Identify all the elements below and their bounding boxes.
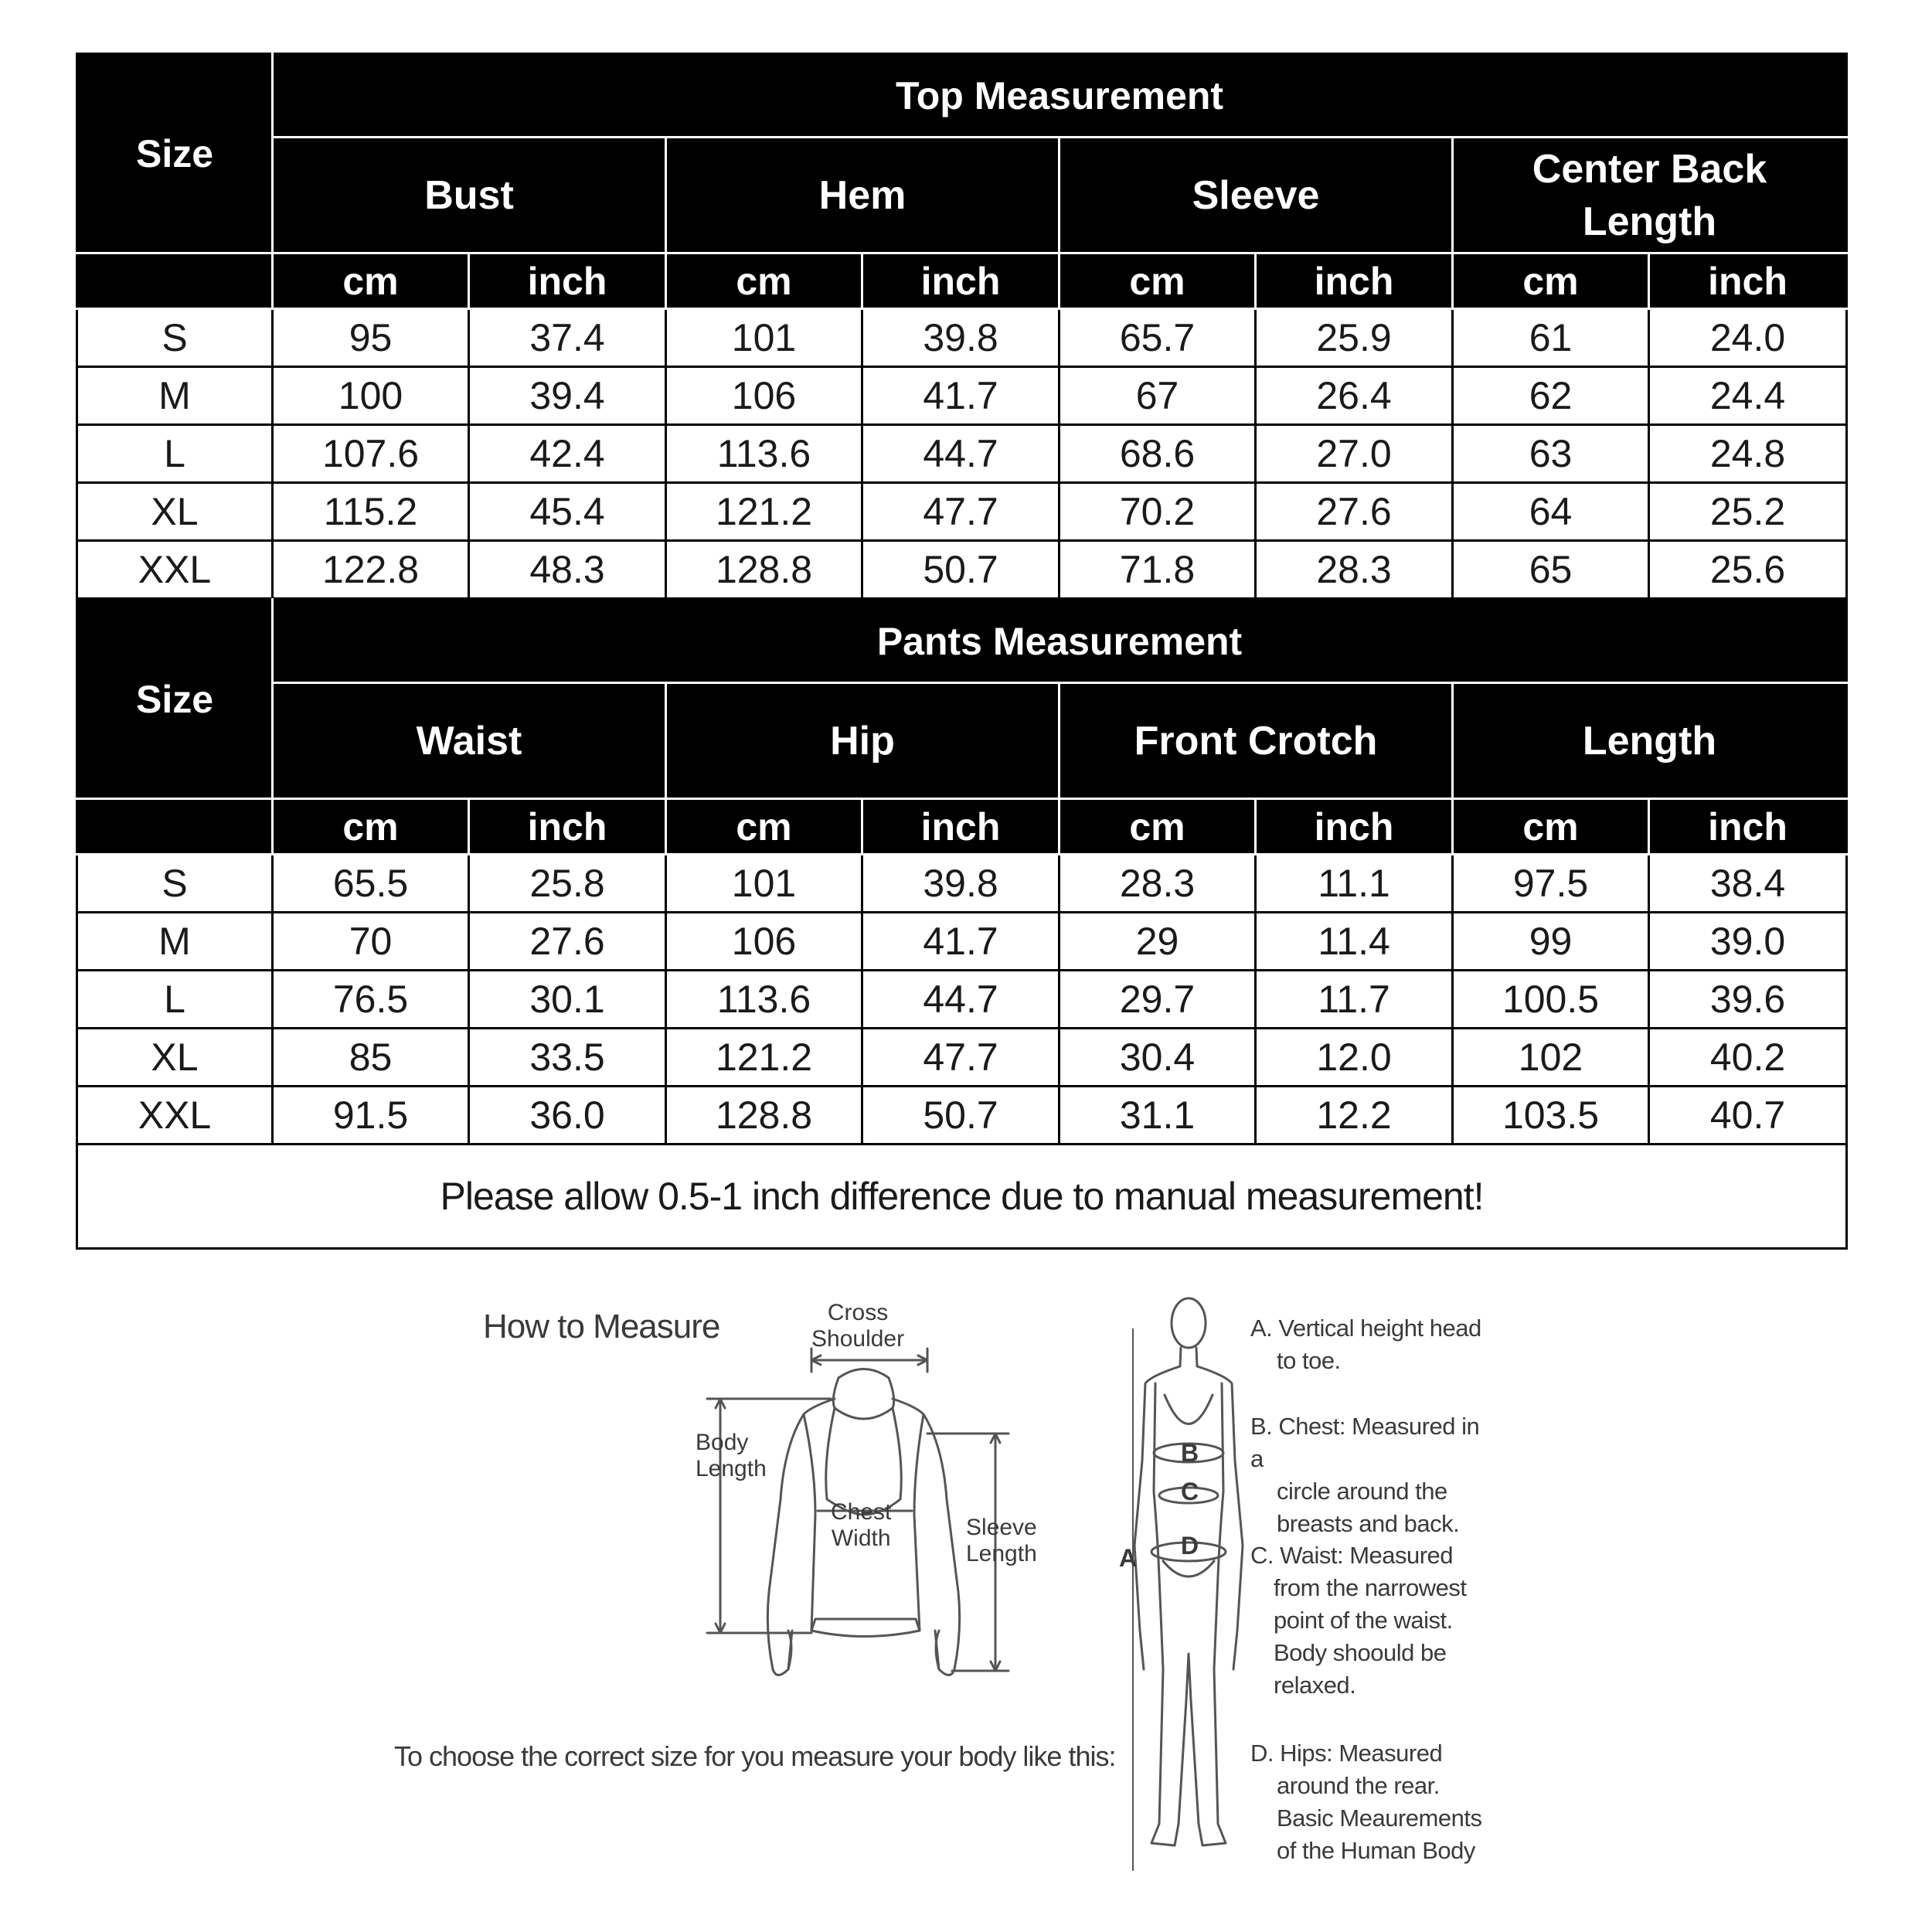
note-hips: D. Hips: Measured around the rear. Basic Meaurements of the Human Body [1250, 1740, 1482, 1864]
waist-header: Waist [273, 683, 666, 799]
unit-cm: cm [1453, 253, 1649, 309]
note-chest: B. Chest: Measured in a circle around the breasts and back. [1250, 1413, 1480, 1537]
size-header: Size [77, 54, 273, 253]
value-cell: 29.7 [1060, 971, 1256, 1029]
value-cell: 33.5 [469, 1029, 666, 1087]
table-row [77, 425, 1847, 483]
value-cell: 12.0 [1256, 1029, 1453, 1087]
value-cell: 63 [1453, 425, 1649, 483]
human-figure-illustration [1133, 1298, 1243, 1870]
length-header: Length [1453, 683, 1847, 799]
value-cell: 128.8 [666, 541, 862, 599]
center-back-length-header: Center Back Length [1453, 138, 1847, 253]
table-row [77, 541, 1847, 599]
value-cell: 71.8 [1060, 541, 1256, 599]
value-cell: 25.2 [1649, 483, 1847, 541]
unit-inch: inch [469, 253, 666, 309]
unit-inch: inch [862, 799, 1060, 855]
value-cell: 38.4 [1649, 855, 1847, 913]
value-cell: 48.3 [469, 541, 666, 599]
value-cell: 101 [666, 855, 862, 913]
size-cell: L [77, 425, 273, 483]
figure-label-d: D [1181, 1532, 1199, 1560]
size-cell: XL [77, 1029, 273, 1087]
value-cell: 115.2 [273, 483, 469, 541]
value-cell: 121.2 [666, 1029, 862, 1087]
value-cell: 28.3 [1256, 541, 1453, 599]
hip-header: Hip [666, 683, 1060, 799]
value-cell: 24.0 [1649, 309, 1847, 367]
value-cell: 50.7 [862, 1087, 1060, 1145]
value-cell: 41.7 [862, 367, 1060, 425]
size-cell: M [77, 913, 273, 971]
sleeve-length-label: Sleeve Length [966, 1515, 1037, 1566]
value-cell: 95 [273, 309, 469, 367]
body-length-label: Body Length [696, 1430, 767, 1481]
table-row [77, 367, 1847, 425]
size-cell: S [77, 855, 273, 913]
value-cell: 11.1 [1256, 855, 1453, 913]
cross-shoulder-label: Cross Shoulder [811, 1300, 905, 1352]
size-header-spacer [77, 253, 273, 309]
unit-inch: inch [1649, 253, 1847, 309]
value-cell: 68.6 [1060, 425, 1256, 483]
value-cell: 101 [666, 309, 862, 367]
value-cell: 85 [273, 1029, 469, 1087]
table-row [77, 483, 1847, 541]
value-cell: 39.6 [1649, 971, 1847, 1029]
table-row [77, 913, 1847, 971]
how-to-measure-section [0, 1267, 1932, 1932]
value-cell: 44.7 [862, 425, 1060, 483]
pants-measurement-title: Pants Measurement [273, 600, 1847, 683]
table-row [77, 971, 1847, 1029]
unit-cm: cm [273, 799, 469, 855]
value-cell: 47.7 [862, 1029, 1060, 1087]
value-cell: 24.4 [1649, 367, 1847, 425]
unit-cm: cm [1453, 799, 1649, 855]
size-cell: S [77, 309, 273, 367]
value-cell: 106 [666, 913, 862, 971]
value-cell: 36.0 [469, 1087, 666, 1145]
value-cell: 39.0 [1649, 913, 1847, 971]
size-cell: L [77, 971, 273, 1029]
size-cell: XL [77, 483, 273, 541]
how-to-measure-title: How to Measure [483, 1308, 720, 1345]
size-cell: XXL [77, 1087, 273, 1145]
value-cell: 64 [1453, 483, 1649, 541]
pants-measurement-table [76, 598, 1848, 1250]
value-cell: 40.7 [1649, 1087, 1847, 1145]
value-cell: 37.4 [469, 309, 666, 367]
measurement-diagrams [0, 1267, 1932, 1932]
value-cell: 70.2 [1060, 483, 1256, 541]
value-cell: 47.7 [862, 483, 1060, 541]
size-cell: XXL [77, 541, 273, 599]
value-cell: 42.4 [469, 425, 666, 483]
size-header: Size [77, 600, 273, 799]
value-cell: 25.9 [1256, 309, 1453, 367]
unit-inch: inch [1256, 799, 1453, 855]
value-cell: 39.8 [862, 855, 1060, 913]
value-cell: 113.6 [666, 971, 862, 1029]
value-cell: 25.8 [469, 855, 666, 913]
unit-inch: inch [1649, 799, 1847, 855]
unit-cm: cm [273, 253, 469, 309]
value-cell: 107.6 [273, 425, 469, 483]
value-cell: 24.8 [1649, 425, 1847, 483]
note-height: A. Vertical height head to toe. [1250, 1315, 1481, 1374]
size-cell: M [77, 367, 273, 425]
hem-header: Hem [666, 138, 1060, 253]
value-cell: 65.5 [273, 855, 469, 913]
top-measurement-title: Top Measurement [273, 54, 1847, 138]
bust-header: Bust [273, 138, 666, 253]
table-row [77, 1029, 1847, 1087]
front-crotch-header: Front Crotch [1060, 683, 1453, 799]
value-cell: 11.4 [1256, 913, 1453, 971]
value-cell: 41.7 [862, 913, 1060, 971]
unit-inch: inch [862, 253, 1060, 309]
value-cell: 30.4 [1060, 1029, 1256, 1087]
value-cell: 128.8 [666, 1087, 862, 1145]
value-cell: 121.2 [666, 483, 862, 541]
table-row [77, 1087, 1847, 1145]
value-cell: 97.5 [1453, 855, 1649, 913]
top-measurement-table [76, 53, 1848, 600]
value-cell: 70 [273, 913, 469, 971]
note-waist: C. Waist: Measured from the narrowest point of the waist. Body shoould be relaxed. [1250, 1542, 1467, 1699]
table-row [77, 855, 1847, 913]
value-cell: 25.6 [1649, 541, 1847, 599]
value-cell: 62 [1453, 367, 1649, 425]
size-header-spacer [77, 799, 273, 855]
measurement-note: Please allow 0.5-1 inch difference due to manual measurement! [77, 1145, 1847, 1249]
value-cell: 27.0 [1256, 425, 1453, 483]
value-cell: 102 [1453, 1029, 1649, 1087]
value-cell: 26.4 [1256, 367, 1453, 425]
value-cell: 113.6 [666, 425, 862, 483]
value-cell: 30.1 [469, 971, 666, 1029]
value-cell: 122.8 [273, 541, 469, 599]
value-cell: 44.7 [862, 971, 1060, 1029]
value-cell: 61 [1453, 309, 1649, 367]
unit-cm: cm [666, 799, 862, 855]
value-cell: 45.4 [469, 483, 666, 541]
unit-cm: cm [666, 253, 862, 309]
unit-inch: inch [1256, 253, 1453, 309]
value-cell: 39.4 [469, 367, 666, 425]
value-cell: 99 [1453, 913, 1649, 971]
value-cell: 40.2 [1649, 1029, 1847, 1087]
unit-cm: cm [1060, 799, 1256, 855]
value-cell: 100 [273, 367, 469, 425]
value-cell: 28.3 [1060, 855, 1256, 913]
figure-label-a: A [1119, 1544, 1138, 1572]
value-cell: 27.6 [469, 913, 666, 971]
value-cell: 29 [1060, 913, 1256, 971]
chest-width-label: Chest Width [831, 1499, 892, 1551]
value-cell: 31.1 [1060, 1087, 1256, 1145]
sleeve-header: Sleeve [1060, 138, 1453, 253]
value-cell: 27.6 [1256, 483, 1453, 541]
value-cell: 50.7 [862, 541, 1060, 599]
unit-inch: inch [469, 799, 666, 855]
value-cell: 103.5 [1453, 1087, 1649, 1145]
table-row [77, 309, 1847, 367]
value-cell: 67 [1060, 367, 1256, 425]
value-cell: 65 [1453, 541, 1649, 599]
figure-label-c: C [1181, 1478, 1199, 1505]
value-cell: 106 [666, 367, 862, 425]
value-cell: 100.5 [1453, 971, 1649, 1029]
value-cell: 91.5 [273, 1087, 469, 1145]
choose-size-instruction: To choose the correct size for you measure your body like this: [394, 1740, 1116, 1772]
value-cell: 11.7 [1256, 971, 1453, 1029]
value-cell: 12.2 [1256, 1087, 1453, 1145]
value-cell: 39.8 [862, 309, 1060, 367]
figure-label-b: B [1181, 1439, 1199, 1467]
value-cell: 65.7 [1060, 309, 1256, 367]
unit-cm: cm [1060, 253, 1256, 309]
value-cell: 76.5 [273, 971, 469, 1029]
